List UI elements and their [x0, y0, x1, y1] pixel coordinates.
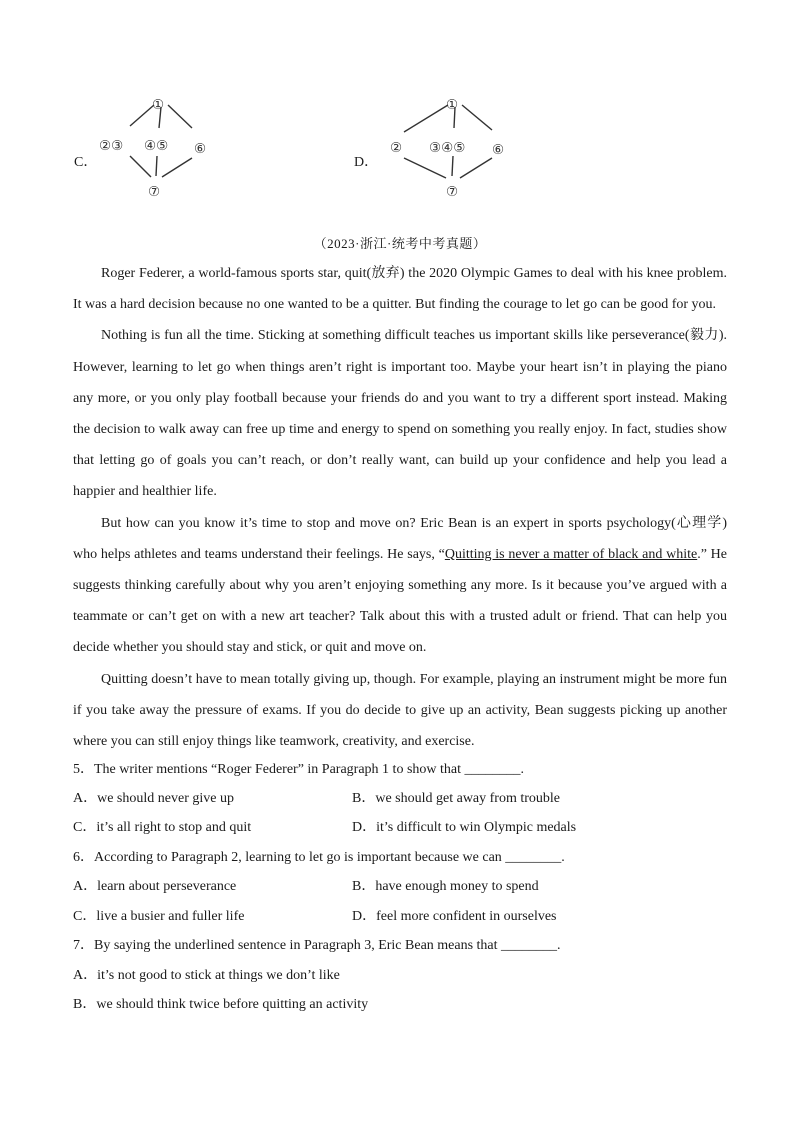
- edge-23-7: [130, 156, 151, 177]
- edge-1-6: [462, 105, 492, 130]
- paragraph-3-end: .” He suggests thinking carefully about why you aren’t enjoying something any more. Is it because you’ve argued with a teammate or can’t get on with a new art teacher? Talk about this with a trusted adult or friend. That can help you decide whether you should stay and stick, or quit and move on.: [73, 546, 728, 656]
- question-6-option-a: A．learn about perseverance: [73, 879, 237, 894]
- question-5-option-d: D．it’s difficult to win Olympic medals: [352, 820, 577, 835]
- node-23: ②③: [99, 138, 124, 154]
- reading-passage: [73, 258, 727, 757]
- question-6-option-c: C．live a busier and fuller life: [73, 909, 245, 924]
- node-45: ④⑤: [144, 138, 169, 154]
- node-7: ⑦: [446, 184, 459, 200]
- paragraph-2: Nothing is fun all the time. Sticking at something difficult teaches us important skills like perseverance(毅力). However, learning to let go when things aren’t right is important too. Maybe your heart isn’t in playing the piano any more, or you only play football because your friends do and you want to try a different sport instead. Making the decision to walk away can free up time and energy to spend on something you really enjoy. In fact, studies show that letting go of goals you can’t reach, or don’t really want, can build up your confidence and help you lead a happier and healthier life.: [73, 328, 727, 500]
- edge-1-2: [404, 105, 448, 132]
- node-6: ⑥: [492, 142, 505, 158]
- edge-2-7: [404, 158, 446, 178]
- option-c-label: C．: [74, 155, 98, 170]
- node-2: ②: [390, 140, 403, 156]
- node-7: ⑦: [148, 184, 161, 200]
- question-7-stem: 7．By saying the underlined sentence in Paragraph 3, Eric Bean means that ________.: [73, 938, 561, 953]
- paragraph-3: [73, 508, 727, 664]
- question-6-option-d: D．feel more confident in ourselves: [352, 909, 557, 924]
- question-7-option-b: B．we should think twice before quitting an activity: [73, 997, 369, 1012]
- question-5-option-b: B．we should get away from trouble: [352, 791, 561, 806]
- paragraph-1: Roger Federer, a world-famous sports star, quit(放弃) the 2020 Olympic Games to deal with his knee problem. It was a hard decision because no one wanted to be a quitter. But finding the courage to let go can be good for you.: [73, 266, 727, 313]
- sequence-diagram-c: [96, 92, 226, 202]
- node-6: ⑥: [194, 141, 207, 157]
- question-6-stem: 6．According to Paragraph 2, learning to let go is important because we can ________.: [73, 850, 565, 865]
- node-1: ①: [152, 97, 165, 113]
- node-345: ③④⑤: [429, 140, 466, 156]
- node-1: ①: [446, 97, 459, 113]
- paragraph-3-start: But how can you know it’s time to stop and move on? Eric Bean is an expert in sports psychology(心理学) who helps athletes and teams understand their feelings. He says, “: [73, 515, 727, 562]
- edge-6-7: [162, 158, 192, 177]
- edge-345-7: [452, 156, 453, 176]
- question-5-option-a: A．we should never give up: [73, 791, 234, 806]
- edge-45-7: [156, 156, 157, 176]
- question-5-option-c: C．it’s all right to stop and quit: [73, 820, 252, 835]
- underlined-sentence: Quitting is never a matter of black and white: [444, 546, 698, 562]
- question-7-option-a: A．it’s not good to stick at things we don’t like: [73, 968, 340, 983]
- edge-1-23: [130, 105, 154, 126]
- option-d-label: D．: [354, 155, 379, 170]
- edge-6-7: [460, 158, 492, 178]
- sequence-diagram-d: [376, 92, 526, 202]
- question-6-option-b: B．have enough money to spend: [352, 879, 539, 894]
- edge-1-6: [168, 105, 192, 128]
- exam-source: （2023·浙江·统考中考真题）: [313, 236, 487, 251]
- question-5-stem: 5．The writer mentions “Roger Federer” in Paragraph 1 to show that ________.: [73, 762, 525, 777]
- paragraph-4: Quitting doesn’t have to mean totally giving up, though. For example, playing an instrument might be more fun if you take away the pressure of exams. If you do decide to give up an activity, Bean suggests picking up another where you can still enjoy things like teamwork, creativity, and exercise.: [73, 671, 727, 750]
